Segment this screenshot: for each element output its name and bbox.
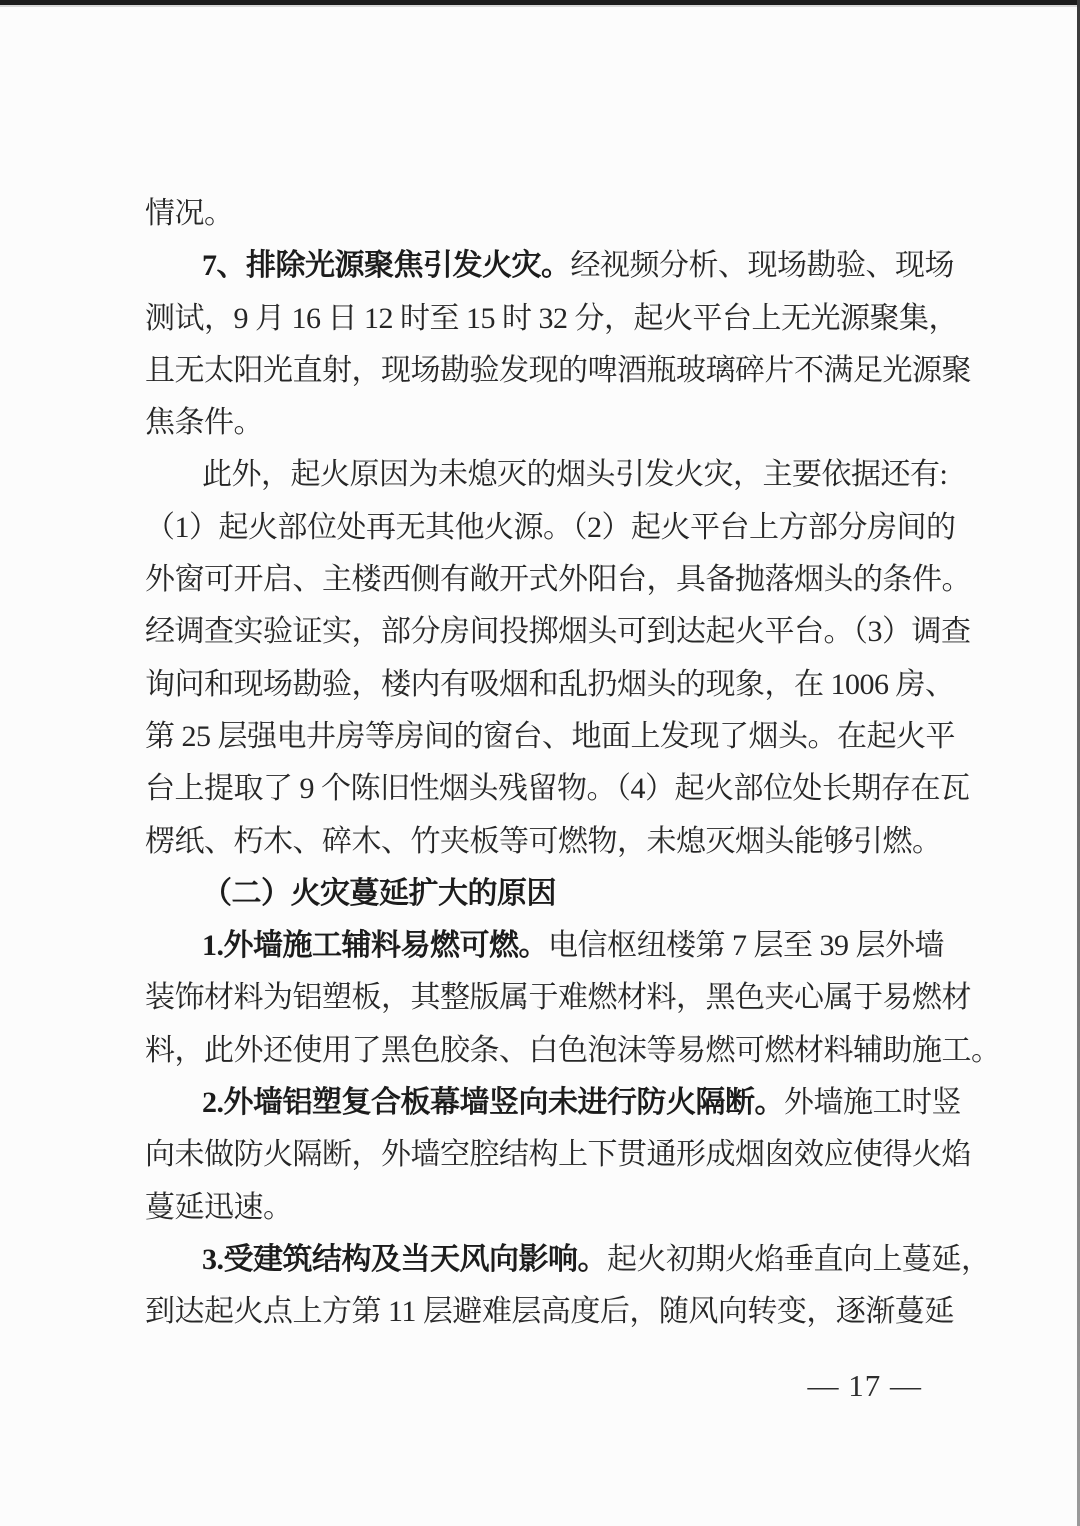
text-line bbox=[145, 711, 955, 763]
text-line bbox=[145, 1077, 961, 1129]
text-line bbox=[145, 1182, 945, 1234]
text-segment: 外墙施工时竖 bbox=[784, 1086, 961, 1120]
text-line bbox=[145, 397, 945, 449]
text-line bbox=[145, 345, 971, 397]
text-segment-bold: 2.外墙铝塑复合板幕墙竖向未进行防火隔断。 bbox=[202, 1086, 784, 1120]
text-segment: （1）起火部位处再无其他火源。（2）起火平台上方部分房间的 bbox=[145, 510, 956, 544]
text-segment: 经调查实验证实，部分房间投掷烟头可到达起火平台。（3）调查 bbox=[145, 615, 971, 649]
text-segment: 第 25 层强电井房等房间的窗台、地面上发现了烟头。在起火平 bbox=[145, 719, 955, 753]
text-segment: 起火初期火焰垂直向上蔓延， bbox=[607, 1242, 991, 1276]
text-line bbox=[145, 554, 971, 606]
text-segment-bold: 3.受建筑结构及当天风向影响。 bbox=[202, 1242, 607, 1276]
document-body bbox=[145, 188, 1001, 1339]
text-segment: 楞纸、朽木、碎木、竹夹板等可燃物，未熄灭烟头能够引燃。 bbox=[145, 824, 942, 858]
text-segment-bold: 1.外墙施工辅料易燃可燃。 bbox=[202, 929, 548, 963]
text-segment: 焦条件。 bbox=[145, 406, 263, 440]
text-segment: 到达起火点上方第 11 层避难层高度后，随风向转变，逐渐蔓延 bbox=[145, 1295, 954, 1329]
text-segment: 向未做防火隔断，外墙空腔结构上下贯通形成烟囱效应使得火焰 bbox=[145, 1138, 971, 1172]
text-line bbox=[145, 816, 945, 868]
text-line bbox=[145, 449, 948, 501]
text-segment: 装饰材料为铝塑板，其整版属于难燃材料，黑色夹心属于易燃材 bbox=[145, 981, 971, 1015]
text-segment: 测试，9 月 16 日 12 时至 15 时 32 分，起火平台上无光源聚集， bbox=[145, 301, 958, 335]
text-segment-bold: （二）火灾蔓延扩大的原因 bbox=[202, 876, 556, 910]
text-segment-bold: 7、排除光源聚焦引发火灾。 bbox=[202, 249, 571, 283]
text-line bbox=[145, 606, 971, 658]
text-segment: 且无太阳光直射，现场勘验发现的啤酒瓶玻璃碎片不满足光源聚 bbox=[145, 353, 971, 387]
text-line bbox=[145, 763, 970, 815]
text-line bbox=[145, 1286, 954, 1338]
text-segment: 料，此外还使用了黑色胶条、白色泡沫等易燃可燃材料辅助施工。 bbox=[145, 1033, 1001, 1067]
text-line bbox=[145, 868, 945, 920]
text-line bbox=[145, 1234, 991, 1286]
text-segment: 询问和现场勘验，楼内有吸烟和乱扔烟头的现象，在 1006 房、 bbox=[145, 667, 955, 701]
text-line bbox=[145, 502, 956, 554]
scan-edge-top bbox=[0, 0, 1080, 5]
text-segment: 此外，起火原因为未熄灭的烟头引发火灾，主要依据还有: bbox=[202, 458, 948, 492]
text-segment: 外窗可开启、主楼西侧有敞开式外阳台，具备抛落烟头的条件。 bbox=[145, 563, 971, 597]
text-line bbox=[145, 1025, 1001, 1077]
text-line bbox=[145, 1129, 971, 1181]
text-segment: 电信枢纽楼第 7 层至 39 层外墙 bbox=[548, 929, 944, 963]
text-line bbox=[145, 240, 954, 292]
text-line bbox=[145, 188, 945, 240]
text-line bbox=[145, 659, 955, 711]
text-line bbox=[145, 972, 971, 1024]
page-number: — 17 — bbox=[807, 1368, 922, 1403]
text-segment: 经视频分析、现场勘验、现场 bbox=[570, 249, 954, 283]
text-segment: 情况。 bbox=[145, 197, 234, 230]
text-line bbox=[145, 293, 958, 345]
text-segment: 蔓延迅速。 bbox=[145, 1190, 293, 1224]
text-line bbox=[145, 920, 945, 972]
text-segment: 台上提取了 9 个陈旧性烟头残留物。（4）起火部位处长期存在瓦 bbox=[145, 772, 970, 806]
